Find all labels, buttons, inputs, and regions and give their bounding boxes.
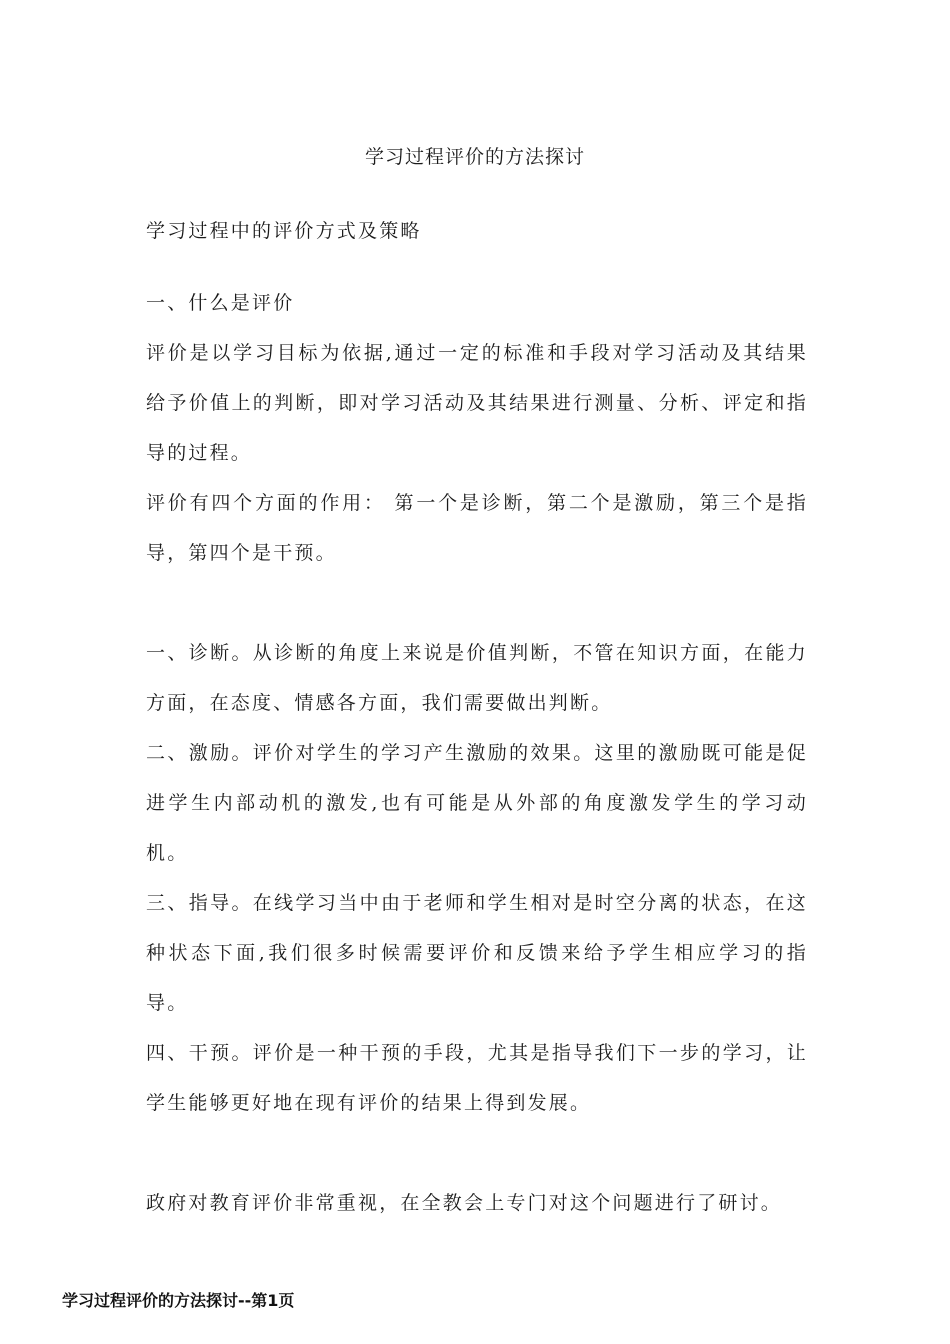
paragraph-definition: 评价是以学习目标为依据,通过一定的标准和手段对学习活动及其结果给予价值上的判断，即对学习活动及其结果进行测量、分析、评定和指导的过程。 [146,342,808,464]
spacer [146,1128,808,1178]
paragraph-diagnosis: 一、诊断。从诊断的角度上来说是价值判断，不管在知识方面，在能力方面，在态度、情感各方面，我们需要做出判断。 [146,642,808,714]
section-heading: 一、什么是评价 [146,292,295,314]
paragraph-guidance: 三、指导。在线学习当中由于老师和学生相对是时空分离的状态，在这种状态下面,我们很多时候需要评价和反馈来给予学生相应学习的指导。 [146,892,808,1014]
spacer [146,256,808,278]
document-title: 学习过程评价的方法探讨 [364,146,585,168]
paragraph-intervention: 四、干预。评价是一种干预的手段，尤其是指导我们下一步的学习，让学生能够更好地在现有评价的结果上得到发展。 [146,1042,808,1114]
spacer [146,578,808,628]
document-body [146,206,808,1228]
paragraph-government: 政府对教育评价非常重视，在全教会上专门对这个问题进行了研讨。 [146,1192,783,1214]
page-footer: 学习过程评价的方法探讨--第1页 [62,1291,295,1310]
document-subtitle: 学习过程中的评价方式及策略 [146,220,422,242]
paragraph-motivation: 二、激励。评价对学生的学习产生激励的效果。这里的激励既可能是促进学生内部动机的激发,也有可能是从外部的角度激发学生的学习动机。 [146,742,808,864]
paragraph-functions: 评价有四个方面的作用： 第一个是诊断，第二个是激励，第三个是指导，第四个是干预。 [146,492,808,564]
